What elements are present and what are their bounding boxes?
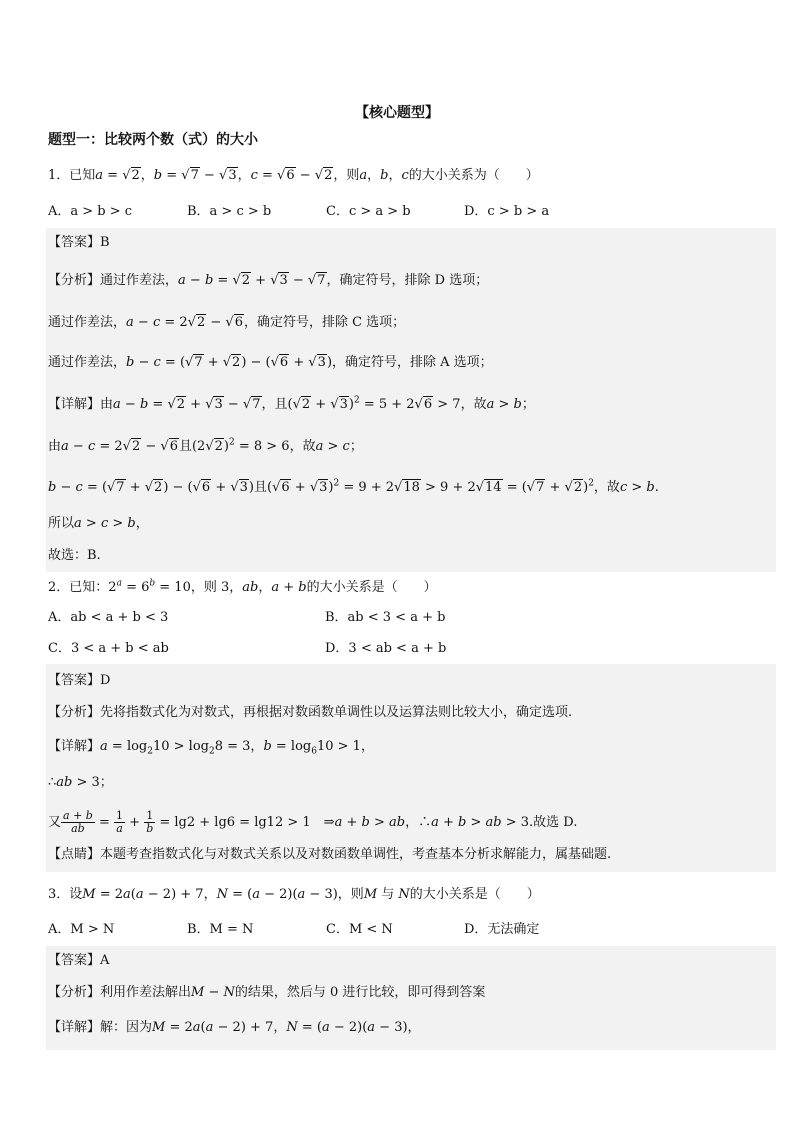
q1-detail-4: 所以a > c > b， — [48, 516, 149, 531]
q1-option-d: D．c > b > a — [464, 204, 550, 219]
q2-option-a: A．ab < a + b < 3 — [48, 610, 169, 625]
q1-detail-2: 由a − c = 2√2 − √6且$(2√2)^2 = 8 > 6$，故a > c； — [48, 437, 363, 454]
section-title: 题型一：比较两个数（式）的大小 — [48, 132, 258, 148]
q1-analysis-3: 通过作差法，b − c = (√7 + √2) − (√6 + √3)，确定符号，排除 A 选项； — [48, 355, 493, 370]
q3-option-a: A．M > N — [48, 922, 115, 937]
q3-analysis: 【分析】利用作差法解出M − N的结果，然后与 0 进行比较，即可得到答案 — [48, 985, 486, 1000]
q1-analysis-1: 【分析】通过作差法，a − b = √2 + √3 − √7，确定符号，排除 D 选项； — [48, 273, 489, 288]
q2-detail-2: ∴ab > 3； — [48, 775, 113, 790]
q1-option-a: A．a > b > c — [48, 204, 133, 219]
q1-stem: 1．已知a = √2，b = √7 − √3，c = √6 − √2，则a，b，c的大小关系为（ ） — [48, 168, 539, 183]
q3-stem: 3．设M = 2a(a − 2) + 7，N = (a − 2)(a − 3)，则M 与 N的大小关系是（ ） — [48, 887, 540, 902]
q2-option-b: B．ab < 3 < a + b — [325, 610, 446, 625]
q1-option-c: C．c > a > b — [326, 204, 411, 219]
q2-answer-box — [46, 664, 776, 872]
q2-stem: 2．已知：$2^a = 6^b = 10$，则 3，ab，a + b的大小关系是（ ） — [48, 578, 437, 595]
q2-option-c: C．3 < a + b < ab — [48, 641, 169, 656]
q1-option-b: B．a > c > b — [187, 204, 272, 219]
q1-detail-3: b − c = (√7 + √2) − (√6 + √3)且$(√6 + √3)^2 = 9 + 2√18 > 9 + 2√14 = (√7 + √2)^2$，故c > b. — [48, 478, 659, 495]
q1-answer-box — [46, 228, 776, 572]
q3-answer-box — [46, 946, 776, 1050]
q2-answer: 【答案】D — [48, 673, 111, 688]
q1-answer: 【答案】B — [48, 235, 110, 250]
q3-option-d: D．无法确定 — [464, 922, 540, 937]
q1-analysis-2: 通过作差法，a − c = 2√2 − √6，确定符号，排除 C 选项； — [48, 315, 406, 330]
q1-detail-1: 【详解】由a − b = √2 + √3 − √7，且$(√2 + √3)^2 = 5 + 2√6 > 7$，故a > b； — [48, 395, 535, 412]
q2-point: 【点睛】本题考查指数式化与对数式关系以及对数函数单调性，考查基本分析求解能力，属基础题. — [48, 847, 612, 862]
page-title: 【核心题型】 — [355, 105, 439, 121]
q2-analysis: 【分析】先将指数式化为对数式，再根据对数函数单调性以及运算法则比较大小，确定选项. — [48, 705, 573, 720]
q3-option-b: B．M = N — [187, 922, 254, 937]
q2-detail-1: 【详解】$a = \log_210 > \log_28 = 3$，$b = \log_610 > 1$， — [48, 739, 374, 757]
q3-option-c: C．M < N — [326, 922, 393, 937]
q1-detail-5: 故选：B. — [48, 548, 101, 563]
q2-detail-3: 又 $\frac{a + b}{ab}$ = $\frac{1}{a}$ + $\frac{1}{b}$ = lg2 + lg6 = lg12 > 1 ⇒a + b > ab，∴a + b > ab > 3.故选 D. — [48, 809, 578, 835]
q2-option-d: D．3 < ab < a + b — [325, 641, 447, 656]
q3-detail: 【详解】解：因为M = 2a(a − 2) + 7，N = (a − 2)(a − 3)， — [48, 1020, 421, 1035]
q3-answer: 【答案】A — [48, 953, 110, 968]
